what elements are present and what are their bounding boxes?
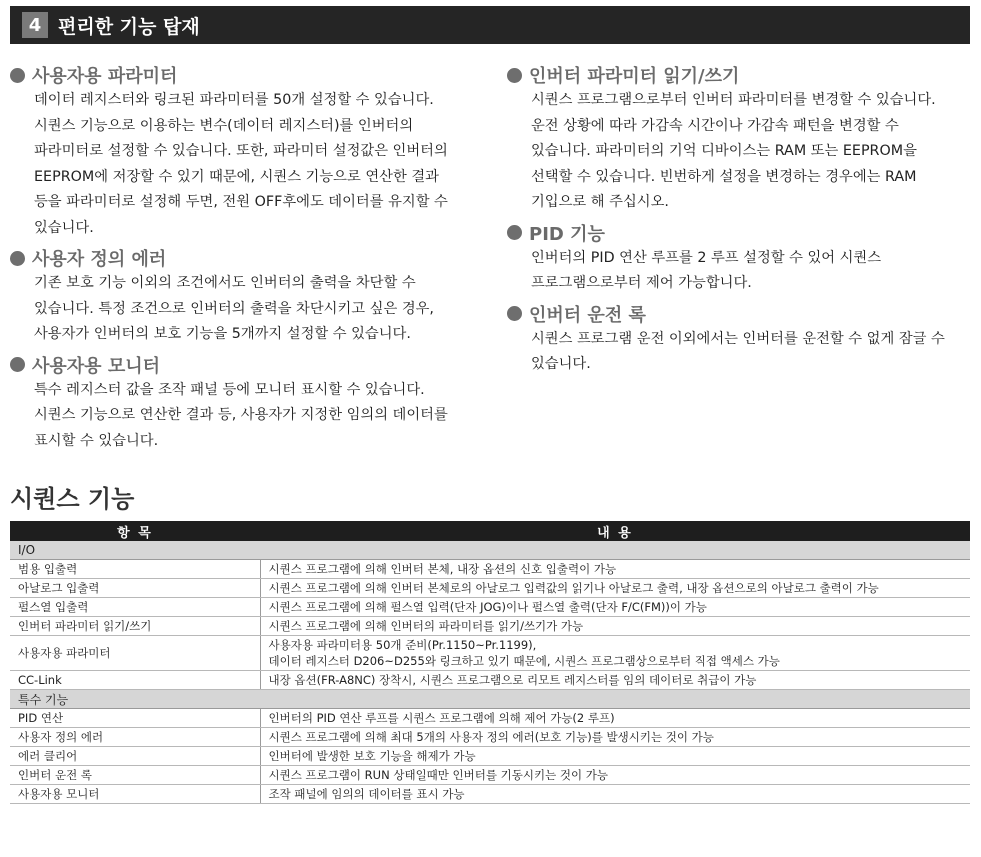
features-left-column — [10, 62, 480, 458]
row-desc-cell — [260, 598, 970, 617]
feature-heading — [507, 62, 969, 88]
feature-text-line: 파라미터로 설정할 수 있습니다. 또한, 파라미터 설정값은 인버터의 — [34, 143, 448, 159]
table-row — [10, 671, 970, 690]
feature-title: 사용자용 파라미터 — [32, 66, 178, 87]
table-row — [10, 636, 970, 671]
table-category-row — [10, 541, 970, 560]
row-item-cell: 사용자용 파라미터 — [10, 636, 260, 671]
category-label: 특수 기능 — [10, 690, 970, 709]
row-desc-line: 시퀀스 프로그램에 의해 펄스열 입력(단자 JOG)이나 펄스열 출력(단자 F/C(FM))이 가능 — [268, 600, 707, 614]
feature-heading — [507, 220, 969, 246]
row-desc-line: 사용자용 파라미터용 50개 준비(Pr.1150~Pr.1199), — [268, 638, 537, 652]
feature-text-line: 기존 보호 기능 이외의 조건에서도 인버터의 출력을 차단할 수 — [34, 275, 416, 291]
section-header — [10, 6, 970, 44]
feature-text-line: 시퀀스 프로그램 운전 이외에서는 인버터를 운전할 수 없게 잠글 수 — [531, 330, 945, 347]
table-row — [10, 728, 970, 747]
feature-description — [507, 327, 969, 378]
feature-heading — [10, 62, 480, 88]
feature-block — [10, 245, 480, 348]
row-desc-cell — [260, 579, 970, 598]
bullet-icon — [507, 225, 522, 240]
feature-description — [10, 378, 480, 455]
row-desc-line: 시퀀스 프로그램에 의해 최대 5개의 사용자 정의 에러(보호 기능)를 발생시키는 것이 가능 — [268, 730, 714, 744]
row-desc-cell — [260, 747, 970, 766]
feature-title: 인버터 파라미터 읽기/쓰기 — [529, 66, 740, 87]
bullet-icon — [10, 251, 25, 266]
row-desc-line: 내장 옵션(FR-A8NC) 장착시, 시퀀스 프로그램으로 리모트 레지스터를 임의 데이터로 취급이 가능 — [268, 673, 757, 687]
feature-text-line: 시퀀스 기능으로 연산한 결과 등, 사용자가 지정한 임의의 데이터를 — [34, 407, 448, 423]
bullet-icon — [507, 68, 522, 83]
feature-text-line: 표시할 수 있습니다. — [34, 432, 159, 449]
row-desc-line: 인버터에 발생한 보호 기능을 해제가 가능 — [268, 749, 476, 763]
table-row — [10, 709, 970, 728]
row-desc-cell — [260, 560, 970, 579]
feature-title: 사용자용 모니터 — [32, 355, 160, 377]
feature-description — [507, 88, 969, 216]
feature-description — [10, 88, 480, 241]
row-desc-cell — [260, 617, 970, 636]
section-header-title: 편리한 기능 탑재 — [58, 15, 200, 38]
row-desc-cell — [260, 766, 970, 785]
row-item-cell: 인버터 운전 록 — [10, 766, 260, 785]
feature-heading — [10, 352, 480, 378]
feature-text-line: 특수 레지스터 값을 조작 패널 등에 모니터 표시할 수 있습니다. — [34, 381, 425, 398]
feature-text-line: 운전 상황에 따라 가감속 시간이나 가감속 패턴을 변경할 수 — [531, 117, 899, 134]
row-item-cell: 에러 클리어 — [10, 747, 260, 766]
header-item: 항 목 — [10, 521, 260, 541]
row-item-cell: 펄스열 입출력 — [10, 598, 260, 617]
feature-text-line: EEPROM에 저장할 수 있기 때문에, 시퀀스 기능으로 연산한 결과 — [34, 168, 439, 185]
table-row — [10, 617, 970, 636]
row-desc-cell — [260, 785, 970, 804]
feature-text-line: 시퀀스 기능으로 이용하는 변수(데이터 레지스터)를 인버터의 — [34, 117, 414, 134]
section-number: 4 — [22, 12, 48, 38]
row-desc-line: 데이터 레지스터 D206~D255와 링크하고 있기 때문에, 시퀀스 프로그램상으로부터 직접 액세스 가능 — [268, 654, 780, 668]
header-content: 내 용 — [260, 521, 970, 541]
row-desc-line: 인버터의 PID 연산 루프를 시퀀스 프로그램에 의해 제어 가능(2 루프) — [268, 711, 615, 725]
feature-text-line: 사용자가 인버터의 보호 기능을 5개까지 설정할 수 있습니다. — [34, 326, 411, 342]
category-label: I/O — [10, 541, 970, 560]
feature-heading — [10, 245, 480, 271]
feature-text-line: 프로그램으로부터 제어 가능합니다. — [531, 275, 752, 291]
row-desc-line: 조작 패널에 임의의 데이터를 표시 가능 — [268, 787, 465, 801]
feature-block — [10, 352, 480, 455]
row-item-cell: PID 연산 — [10, 709, 260, 728]
row-desc-cell — [260, 636, 970, 671]
features-right-column — [507, 62, 969, 382]
feature-text-line: 등을 파라미터로 설정해 두면, 전원 OFF후에도 데이터를 유지할 수 — [34, 194, 448, 210]
row-item-cell: 범용 입출력 — [10, 560, 260, 579]
feature-heading — [507, 301, 969, 327]
bullet-icon — [507, 306, 522, 321]
table-category-row — [10, 690, 970, 709]
row-desc-line: 시퀀스 프로그램이 RUN 상태일때만 인버터를 기동시키는 것이 가능 — [268, 768, 608, 782]
row-desc-cell — [260, 671, 970, 690]
row-item-cell: 아날로그 입출력 — [10, 579, 260, 598]
row-desc-line: 시퀀스 프로그램에 의해 인버터 본체, 내장 옵션의 신호 입출력이 가능 — [268, 562, 617, 576]
table-row — [10, 598, 970, 617]
table-row — [10, 560, 970, 579]
row-item-cell: 인버터 파라미터 읽기/쓰기 — [10, 617, 260, 636]
row-item-cell: CC-Link — [10, 671, 260, 690]
feature-text-line: 인버터의 PID 연산 루프를 2 루프 설정할 수 있어 시퀀스 — [531, 249, 882, 266]
sequence-function-table — [10, 521, 970, 804]
feature-text-line: 있습니다. — [34, 219, 94, 236]
row-item-cell: 사용자용 모니터 — [10, 785, 260, 804]
feature-description — [10, 271, 480, 348]
bullet-icon — [10, 68, 25, 83]
feature-text-line: 있습니다. — [531, 356, 591, 372]
table-row — [10, 579, 970, 598]
feature-text-line: 있습니다. 파라미터의 기억 디바이스는 RAM 또는 EEPROM을 — [531, 143, 917, 159]
feature-title: 사용자 정의 에러 — [32, 249, 167, 270]
feature-text-line: 시퀀스 프로그램으로부터 인버터 파라미터를 변경할 수 있습니다. — [531, 92, 936, 108]
feature-text-line: 기입으로 해 주십시오. — [531, 194, 669, 210]
feature-block — [10, 62, 480, 241]
table-header-row — [10, 521, 970, 541]
feature-block — [507, 220, 969, 297]
row-desc-line: 시퀀스 프로그램에 의해 인버터 본체로의 아날로그 입력값의 읽기나 아날로그 출력, 내장 옵션으로의 아날로그 출력이 가능 — [268, 581, 879, 595]
row-desc-cell — [260, 728, 970, 747]
row-desc-cell — [260, 709, 970, 728]
feature-description — [507, 246, 969, 297]
table-row — [10, 766, 970, 785]
feature-text-line: 있습니다. 특정 조건으로 인버터의 출력을 차단시키고 싶은 경우, — [34, 300, 434, 317]
sequence-section-title: 시퀀스 기능 — [10, 485, 135, 513]
feature-title: PID 기능 — [529, 223, 605, 245]
feature-text-line: 선택할 수 있습니다. 빈번하게 설정을 변경하는 경우에는 RAM — [531, 168, 917, 185]
feature-block — [507, 301, 969, 378]
feature-block — [507, 62, 969, 216]
row-desc-line: 시퀀스 프로그램에 의해 인버터의 파라미터를 읽기/쓰기가 가능 — [268, 619, 584, 633]
table-row — [10, 747, 970, 766]
feature-text-line: 데이터 레지스터와 링크된 파라미터를 50개 설정할 수 있습니다. — [34, 92, 434, 108]
bullet-icon — [10, 357, 25, 372]
row-item-cell: 사용자 정의 에러 — [10, 728, 260, 747]
table-row — [10, 785, 970, 804]
feature-title: 인버터 운전 록 — [529, 304, 646, 326]
